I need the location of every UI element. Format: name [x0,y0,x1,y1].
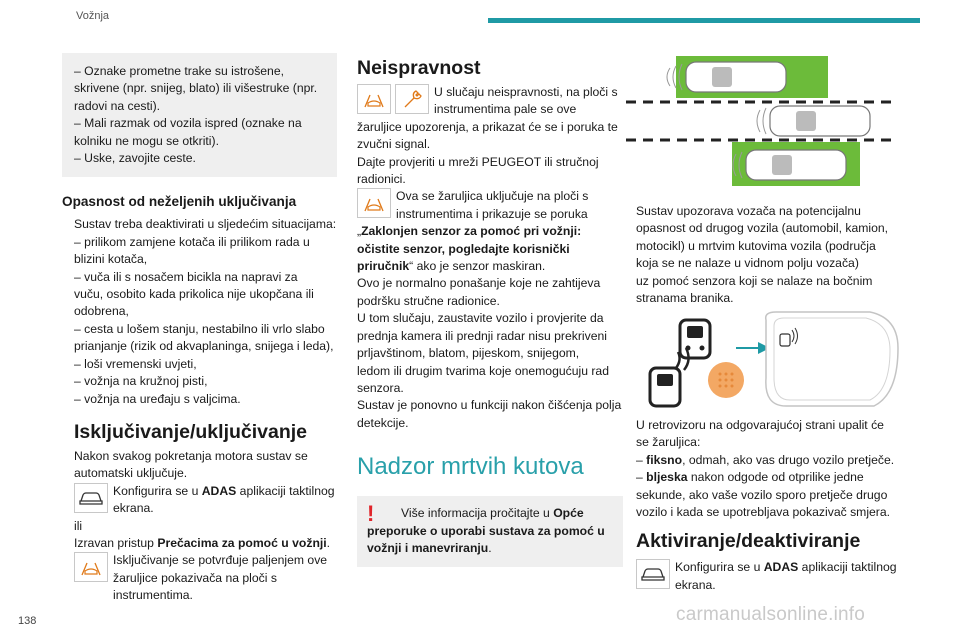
running-header: Vožnja [76,10,110,22]
right-column-upper [636,203,908,307]
middle-column [357,56,623,567]
blind-spot-heading: Nadzor mrtvih kutova [357,453,584,481]
onoff-intro: Nakon svakog pokretanja motora sustav se automatski uključuje. [74,448,308,481]
page-number: 138 [18,615,37,627]
blind-spot-zone-figure [622,54,900,190]
car-icon-rear [650,368,680,406]
flash-item: – bljeska nakon odgode od otprilike jedne sekunde, ako vaše vozilo sporo pretječe drugo vozilo i kada se upotrebljava pokazivač smjera. [636,470,891,520]
or-text: ili [74,518,83,533]
header-accent-bar [488,18,920,23]
activate-heading: Aktiviranje/deaktiviranje [636,530,861,553]
config-text: Konfigurira se u ADAS aplikaciji taktilnog ekrana. [113,483,335,516]
activate-config-row [636,559,912,594]
after-message-text: Ovo je normalno ponašanje koje ne zahtijeva podršku stručne radionice. U tom slučaju, zaustavite vozilo i provjerite da prednja kamera ili prednji radar nisu prekriveni prljavštinom, blatom, pijeskom, snijegom, ledom ili drugim tvarima koje onemogućuju rad senzora. Sustav je ponovno u funkciji nakon čišćenja polja detekcije. [357,276,622,430]
watermark: carmanualsonline.info [676,604,866,625]
fault-continued: žaruljice upozorenja, a prikazat će se i poruka te zvučni signal. Dajte provjeriti u mreži PEUGEOT ili stručnoj radionici. [357,119,618,187]
info-warning-box [357,496,623,567]
car-top [686,62,786,92]
lane-warning-icon [357,84,391,114]
onoff-heading: Isključivanje/uključivanje [74,420,308,443]
unwanted-activation-heading: Opasnost od neželjenih uključivanja [62,194,297,210]
lane-warning-icon [357,188,391,218]
activate-config-text: Konfigurira se u ADAS aplikaciji taktilnog ekrana. [675,560,897,592]
car-icon-front [680,320,710,358]
blind-spot-description: Sustav upozorava vozača na potencijalnu opasnost od drugog vozila (automobil, kamion, motocikl) u mrtvim kutovima vozila (područja koja se ne nalaze u vidnom polju vozača) uz pomoć senzora koji se nalaze na bočnim stranama branika. [636,204,889,306]
car-icon [636,559,670,589]
car-bottom [746,150,846,180]
wrench-icon [395,84,429,114]
fault-heading: Neispravnost [357,57,481,79]
right-column-lower [636,417,912,594]
conditions-note: – Oznake prometne trake su istrošene, skrivene (npr. snijeg, blato) ili višestruke (npr. radovi na cesti). – Mali razmak od vozila ispred (oznake na kolniku ne mogu se otkriti). – Uske, zavojite ceste. [62,53,337,177]
car-icon [74,483,108,513]
sensor-message: „Zaklonjen senzor za pomoć pri vožnji: očistite senzor, pogledajte korisnički priručnik“ ako je senzor maskiran. [357,224,582,274]
lane-warning-icon [74,552,108,582]
mirror-led-figure [636,308,900,410]
config-row [62,483,337,518]
mirror-intro: U retrovizoru na odgovarajućoj strani upalit će se žaruljica: [636,418,884,450]
lamp-row [357,188,623,223]
shortcut-text: Izravan pristup Prečacima za pomoć u vožnji. [74,535,331,550]
confirm-text: Isključivanje se potvrđuje paljenjem ove žaruljice pokazivača na ploči s instrumentima. [113,553,328,603]
unwanted-activation-text: Sustav treba deaktivirati u sljedećim situacijama: – prilikom zamjene kotača ili prilikom rada u blizini kotača, – vuča ili s nosačem bicikla na napravi za vuču, osobito kada prikolica nije ukopčana ili odobrena, – cesta u lošem stanju, nestabilno ili vrlo slabo prianjanje (rizik od akvaplaninga, snijega i leda), – loši vremenski uvjeti, – vožnja na kružnoj pisti, – vožnja na uređaju s valjcima. [74,217,337,406]
fault-row [357,84,623,119]
fault-text: U slučaju neispravnosti, na ploči s instrumentima pale se ove [434,85,618,117]
fixed-item: – fiksno, odmah, ako vas drugo vozilo pretječe. [636,452,895,467]
info-warning-text: Više informacija pročitajte u Opće preporuke o uporabi sustava za pomoć u vožnji i manevriranju. [367,506,605,555]
lamp-text: Ova se žaruljica uključuje na ploči s instrumentima i prikazuje se poruka [396,189,589,221]
confirm-row [62,552,337,604]
left-column [62,53,337,605]
car-middle [770,106,870,136]
exclamation-icon: ! [367,501,375,527]
